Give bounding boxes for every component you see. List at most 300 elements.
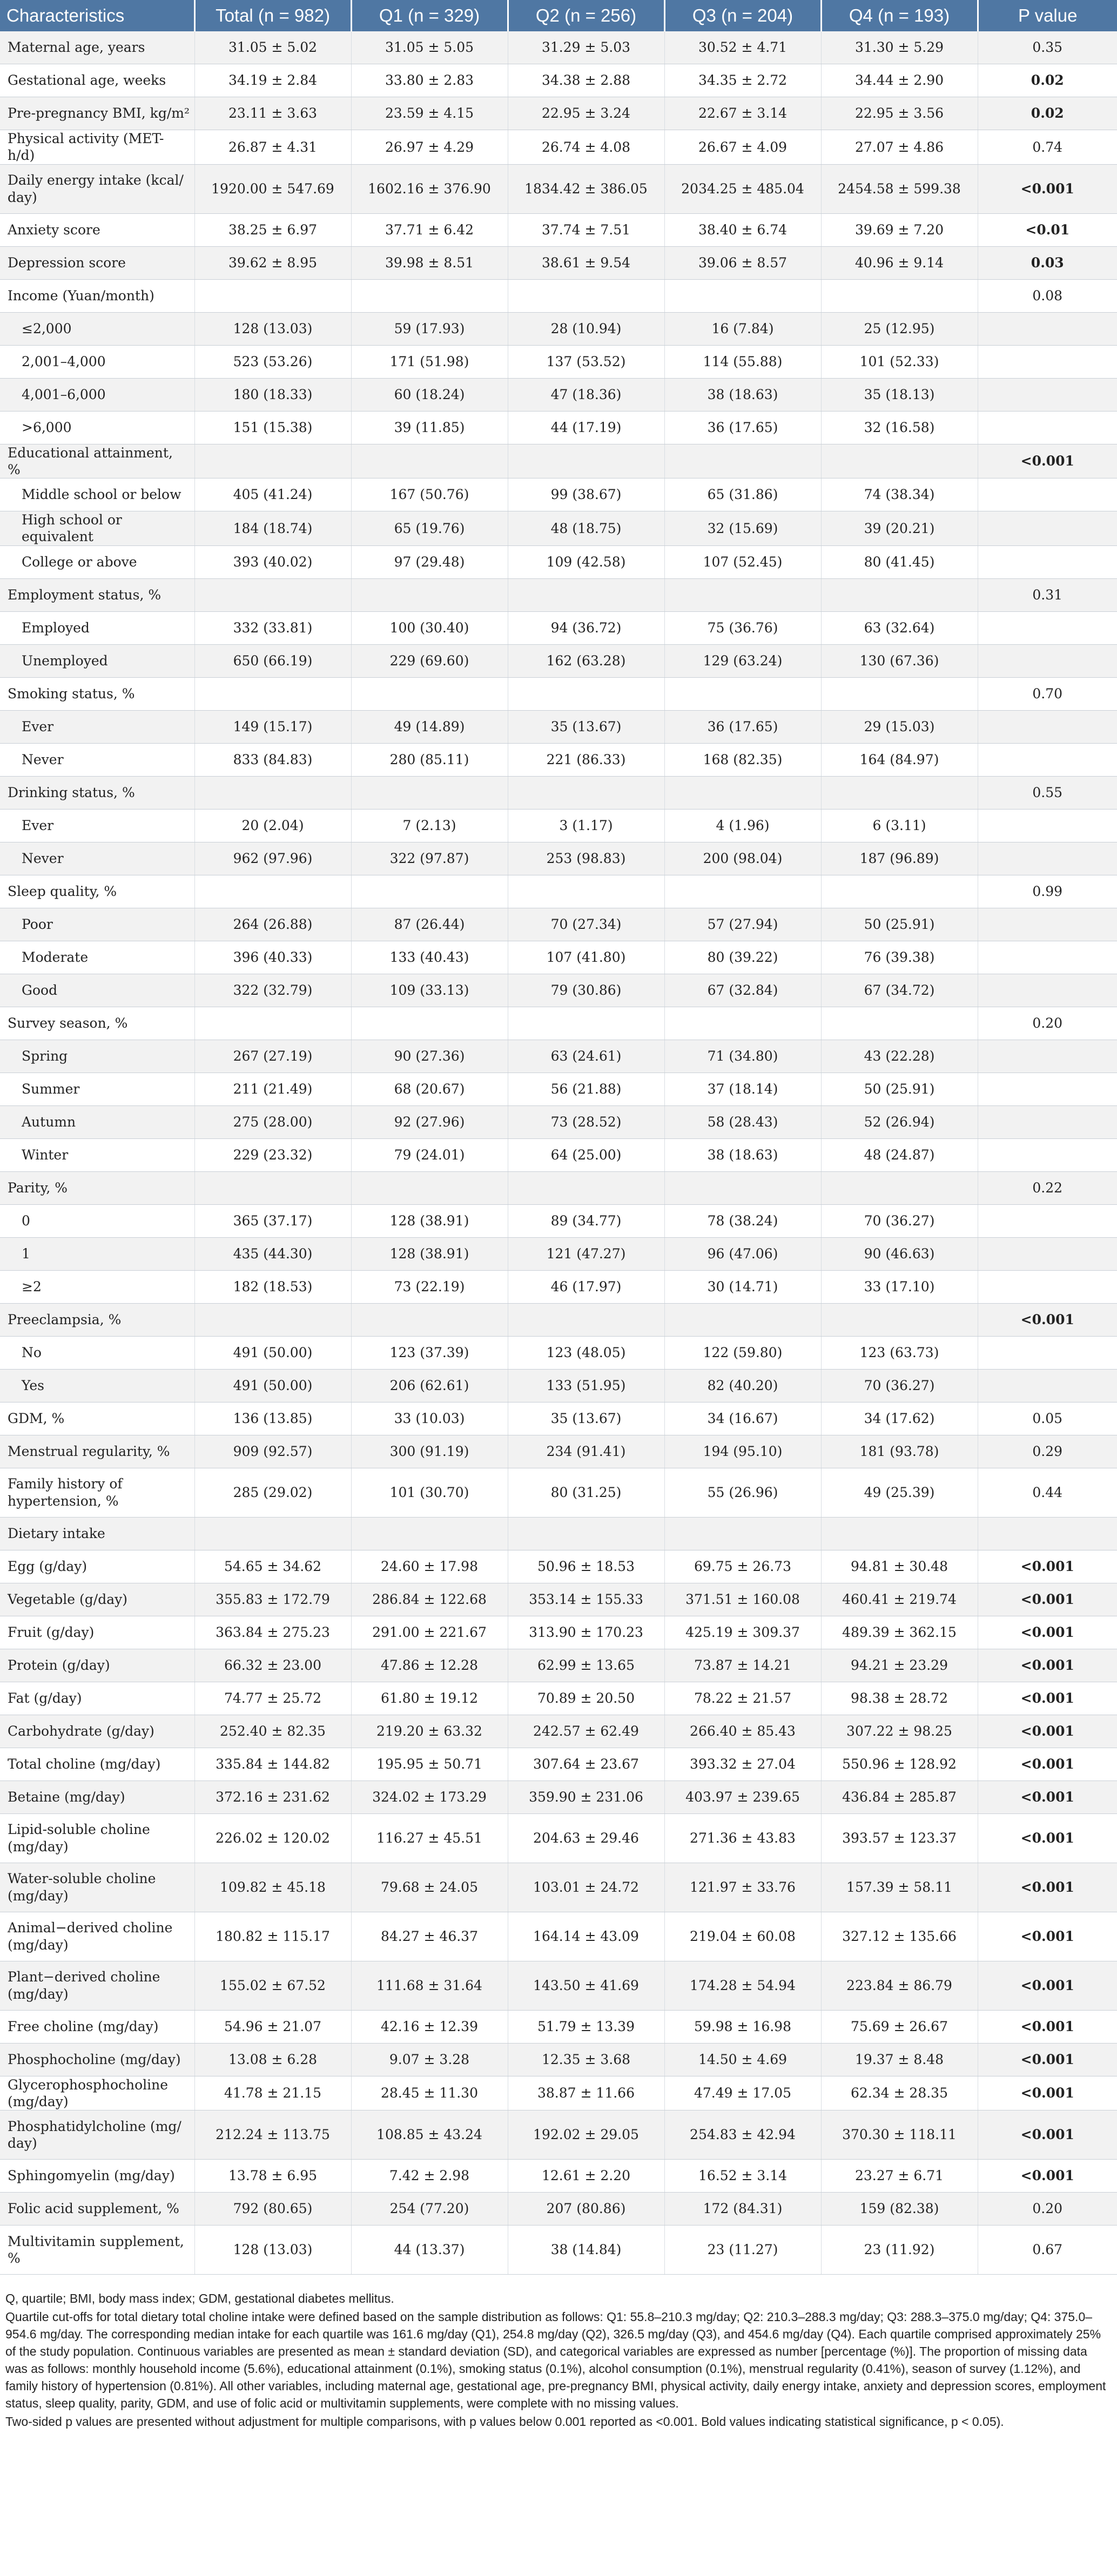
cell-p-value	[978, 611, 1117, 644]
cell-q2: 51.79 ± 13.39	[508, 2010, 664, 2043]
row-label: Smoking status, %	[0, 677, 194, 710]
cell-q2: 63 (24.61)	[508, 1040, 664, 1073]
cell-q4: 2454.58 ± 599.38	[821, 164, 978, 213]
cell-q2: 38.87 ± 11.66	[508, 2076, 664, 2110]
cell-q3	[664, 1007, 821, 1040]
cell-q4	[821, 444, 978, 478]
table-row	[0, 974, 1117, 1007]
cell-q3: 194 (95.10)	[664, 1435, 821, 1468]
row-label: Daily energy intake (kcal/ day)	[0, 164, 194, 213]
cell-q4: 50 (25.91)	[821, 1073, 978, 1105]
cell-q1: 79 (24.01)	[351, 1138, 508, 1171]
table-row	[0, 213, 1117, 246]
cell-q1: 128 (38.91)	[351, 1237, 508, 1270]
cell-total: 1920.00 ± 547.69	[194, 164, 351, 213]
cell-q1: 68 (20.67)	[351, 1073, 508, 1105]
cell-q3: 425.19 ± 309.37	[664, 1616, 821, 1649]
cell-q4: 90 (46.63)	[821, 1237, 978, 1270]
table-row	[0, 776, 1117, 809]
cell-q2: 26.74 ± 4.08	[508, 130, 664, 165]
cell-total: 435 (44.30)	[194, 1237, 351, 1270]
cell-total: 393 (40.02)	[194, 545, 351, 578]
cell-total: 396 (40.33)	[194, 941, 351, 974]
cell-q1: 59 (17.93)	[351, 312, 508, 345]
row-label: Menstrual regularity, %	[0, 1435, 194, 1468]
cell-total: 491 (50.00)	[194, 1336, 351, 1369]
cell-q3: 254.83 ± 42.94	[664, 2110, 821, 2160]
row-label: Never	[0, 743, 194, 776]
cell-p-value: <0.001	[978, 1649, 1117, 1682]
table-row	[0, 1813, 1117, 1863]
cell-q1: 39.98 ± 8.51	[351, 246, 508, 279]
cell-q4: 223.84 ± 86.79	[821, 1961, 978, 2010]
table-row	[0, 2110, 1117, 2160]
cell-q4: 159 (82.38)	[821, 2193, 978, 2226]
cell-q2: 253 (98.83)	[508, 842, 664, 875]
footnote-p-values: Two-sided p values are presented without adjustment for multiple comparisons, with p values below 0.001 reported as <0.001. Bold values indicating statistical significance, p < 0.05).	[5, 2415, 1004, 2429]
cell-total: 229 (23.32)	[194, 1138, 351, 1171]
table-row	[0, 1336, 1117, 1369]
cell-total	[194, 279, 351, 312]
cell-total: 833 (84.83)	[194, 743, 351, 776]
row-label: Fat (g/day)	[0, 1682, 194, 1715]
cell-q1: 116.27 ± 45.51	[351, 1813, 508, 1863]
cell-q1: 49 (14.89)	[351, 710, 508, 743]
cell-q2: 62.99 ± 13.65	[508, 1649, 664, 1682]
cell-p-value: 0.22	[978, 1171, 1117, 1204]
cell-q1: 171 (51.98)	[351, 345, 508, 378]
cell-p-value: <0.001	[978, 1781, 1117, 1813]
cell-q3: 34.35 ± 2.72	[664, 64, 821, 97]
cell-q4: 40.96 ± 9.14	[821, 246, 978, 279]
cell-total: 66.32 ± 23.00	[194, 1649, 351, 1682]
cell-q4: 6 (3.11)	[821, 809, 978, 842]
cell-q2: 80 (31.25)	[508, 1468, 664, 1517]
cell-q4: 49 (25.39)	[821, 1468, 978, 1517]
cell-q4	[821, 1171, 978, 1204]
row-label: No	[0, 1336, 194, 1369]
row-label: Employment status, %	[0, 578, 194, 611]
row-label: Anxiety score	[0, 213, 194, 246]
row-label: Good	[0, 974, 194, 1007]
cell-q1: 100 (30.40)	[351, 611, 508, 644]
cell-total	[194, 677, 351, 710]
cell-total: 275 (28.00)	[194, 1105, 351, 1138]
cell-q4: 370.30 ± 118.11	[821, 2110, 978, 2160]
cell-q2: 234 (91.41)	[508, 1435, 664, 1468]
cell-q2: 28 (10.94)	[508, 312, 664, 345]
table-row	[0, 1863, 1117, 1912]
cell-q2: 46 (17.97)	[508, 1270, 664, 1303]
cell-q2: 44 (17.19)	[508, 411, 664, 444]
row-label: 4,001–6,000	[0, 378, 194, 411]
cell-p-value	[978, 743, 1117, 776]
cell-q4: 80 (41.45)	[821, 545, 978, 578]
row-label: Preeclampsia, %	[0, 1303, 194, 1336]
cell-q4: 70 (36.27)	[821, 1204, 978, 1237]
cell-p-value	[978, 1336, 1117, 1369]
cell-total: 285 (29.02)	[194, 1468, 351, 1517]
cell-q4	[821, 279, 978, 312]
table-row	[0, 1649, 1117, 1682]
cell-p-value	[978, 1073, 1117, 1105]
cell-p-value: <0.001	[978, 1961, 1117, 2010]
cell-q2: 192.02 ± 29.05	[508, 2110, 664, 2160]
cell-q1: 286.84 ± 122.68	[351, 1583, 508, 1616]
row-label: >6,000	[0, 411, 194, 444]
cell-total: 650 (66.19)	[194, 644, 351, 677]
cell-q2: 22.95 ± 3.24	[508, 97, 664, 130]
cell-q2: 109 (42.58)	[508, 545, 664, 578]
cell-q1: 87 (26.44)	[351, 908, 508, 941]
cell-q4: 39 (20.21)	[821, 511, 978, 546]
cell-p-value	[978, 545, 1117, 578]
table-row	[0, 2193, 1117, 2226]
cell-total: 39.62 ± 8.95	[194, 246, 351, 279]
cell-q2: 50.96 ± 18.53	[508, 1550, 664, 1583]
cell-q4: 32 (16.58)	[821, 411, 978, 444]
cell-p-value	[978, 644, 1117, 677]
cell-total: 365 (37.17)	[194, 1204, 351, 1237]
cell-q1: 254 (77.20)	[351, 2193, 508, 2226]
row-label: Sphingomyelin (mg/day)	[0, 2160, 194, 2193]
table-row	[0, 1435, 1117, 1468]
cell-q2: 3 (1.17)	[508, 809, 664, 842]
cell-p-value: <0.001	[978, 1715, 1117, 1748]
cell-q4: 187 (96.89)	[821, 842, 978, 875]
cell-q2: 204.63 ± 29.46	[508, 1813, 664, 1863]
cell-q4: 33 (17.10)	[821, 1270, 978, 1303]
cell-q2: 107 (41.80)	[508, 941, 664, 974]
cell-q4: 101 (52.33)	[821, 345, 978, 378]
cell-q3	[664, 875, 821, 908]
cell-q1: 60 (18.24)	[351, 378, 508, 411]
row-label: ≤2,000	[0, 312, 194, 345]
cell-q2: 48 (18.75)	[508, 511, 664, 546]
cell-p-value: 0.31	[978, 578, 1117, 611]
cell-q4: 489.39 ± 362.15	[821, 1616, 978, 1649]
cell-q1: 206 (62.61)	[351, 1369, 508, 1402]
table-row	[0, 545, 1117, 578]
cell-q2	[508, 279, 664, 312]
row-label: High school or equivalent	[0, 511, 194, 546]
cell-q1: 324.02 ± 173.29	[351, 1781, 508, 1813]
cell-q3	[664, 677, 821, 710]
cell-q1: 109 (33.13)	[351, 974, 508, 1007]
cell-total: 74.77 ± 25.72	[194, 1682, 351, 1715]
row-label: Ever	[0, 809, 194, 842]
row-label: College or above	[0, 545, 194, 578]
cell-total: 909 (92.57)	[194, 1435, 351, 1468]
table-row	[0, 2010, 1117, 2043]
cell-q2: 56 (21.88)	[508, 1073, 664, 1105]
cell-q2: 12.61 ± 2.20	[508, 2160, 664, 2193]
table-row	[0, 611, 1117, 644]
cell-q2: 137 (53.52)	[508, 345, 664, 378]
row-label: Educational attainment, %	[0, 444, 194, 478]
cell-q1: 39 (11.85)	[351, 411, 508, 444]
cell-q3: 37 (18.14)	[664, 1073, 821, 1105]
cell-q4: 130 (67.36)	[821, 644, 978, 677]
cell-p-value: 0.74	[978, 130, 1117, 165]
cell-total: 372.16 ± 231.62	[194, 1781, 351, 1813]
table-row	[0, 2226, 1117, 2275]
cell-q1: 24.60 ± 17.98	[351, 1550, 508, 1583]
cell-p-value	[978, 1138, 1117, 1171]
table-footnotes	[0, 2275, 1117, 2430]
cell-q4: 327.12 ± 135.66	[821, 1912, 978, 1961]
row-label: Glycerophosphocholine (mg/day)	[0, 2076, 194, 2110]
table-row	[0, 1682, 1117, 1715]
cell-q1	[351, 279, 508, 312]
cell-q3: 47.49 ± 17.05	[664, 2076, 821, 2110]
header-q3: Q3 (n = 204)	[664, 0, 821, 31]
row-label: Never	[0, 842, 194, 875]
header-p-value: P value	[978, 0, 1117, 31]
cell-q2: 207 (80.86)	[508, 2193, 664, 2226]
table-row	[0, 1171, 1117, 1204]
cell-total: 149 (15.17)	[194, 710, 351, 743]
cell-q2: 221 (86.33)	[508, 743, 664, 776]
cell-q4: 34 (17.62)	[821, 1402, 978, 1435]
cell-q3: 36 (17.65)	[664, 411, 821, 444]
cell-q4: 62.34 ± 28.35	[821, 2076, 978, 2110]
cell-q3: 393.32 ± 27.04	[664, 1748, 821, 1781]
row-label: Summer	[0, 1073, 194, 1105]
cell-q3: 122 (59.80)	[664, 1336, 821, 1369]
row-label: ≥2	[0, 1270, 194, 1303]
row-label: Dietary intake	[0, 1517, 194, 1550]
cell-q4: 34.44 ± 2.90	[821, 64, 978, 97]
cell-p-value	[978, 345, 1117, 378]
cell-q4	[821, 776, 978, 809]
cell-total: 54.65 ± 34.62	[194, 1550, 351, 1583]
cell-q4	[821, 875, 978, 908]
cell-total: 184 (18.74)	[194, 511, 351, 546]
row-label: 0	[0, 1204, 194, 1237]
cell-total	[194, 776, 351, 809]
row-label: Income (Yuan/month)	[0, 279, 194, 312]
cell-q2: 94 (36.72)	[508, 611, 664, 644]
cell-p-value	[978, 378, 1117, 411]
cell-p-value: 0.05	[978, 1402, 1117, 1435]
cell-total	[194, 1303, 351, 1336]
cell-q1: 9.07 ± 3.28	[351, 2043, 508, 2076]
cell-q2	[508, 1171, 664, 1204]
header-q1: Q1 (n = 329)	[351, 0, 508, 31]
cell-q1: 92 (27.96)	[351, 1105, 508, 1138]
cell-q2	[508, 875, 664, 908]
cell-total: 355.83 ± 172.79	[194, 1583, 351, 1616]
cell-q4: 157.39 ± 58.11	[821, 1863, 978, 1912]
cell-q2: 12.35 ± 3.68	[508, 2043, 664, 2076]
cell-total	[194, 1517, 351, 1550]
row-label: Physical activity (MET- h/d)	[0, 130, 194, 165]
table-row	[0, 1402, 1117, 1435]
table-row	[0, 1715, 1117, 1748]
table-row	[0, 1270, 1117, 1303]
cell-q3: 174.28 ± 54.94	[664, 1961, 821, 2010]
cell-p-value	[978, 941, 1117, 974]
row-label: Protein (g/day)	[0, 1649, 194, 1682]
table-row	[0, 97, 1117, 130]
cell-q2: 73 (28.52)	[508, 1105, 664, 1138]
cell-q4: 94.21 ± 23.29	[821, 1649, 978, 1682]
cell-q3: 219.04 ± 60.08	[664, 1912, 821, 1961]
cell-q1: 90 (27.36)	[351, 1040, 508, 1073]
table-row	[0, 1105, 1117, 1138]
cell-total: 34.19 ± 2.84	[194, 64, 351, 97]
table-row	[0, 345, 1117, 378]
cell-q1: 108.85 ± 43.24	[351, 2110, 508, 2160]
cell-total: 264 (26.88)	[194, 908, 351, 941]
cell-total: 523 (53.26)	[194, 345, 351, 378]
row-label: Folic acid supplement, %	[0, 2193, 194, 2226]
row-label: Lipid-soluble choline (mg/day)	[0, 1813, 194, 1863]
row-label: Egg (g/day)	[0, 1550, 194, 1583]
cell-total: 180.82 ± 115.17	[194, 1912, 351, 1961]
cell-p-value	[978, 411, 1117, 444]
cell-total	[194, 1007, 351, 1040]
cell-q1: 111.68 ± 31.64	[351, 1961, 508, 2010]
cell-q3: 200 (98.04)	[664, 842, 821, 875]
cell-p-value	[978, 1270, 1117, 1303]
cell-q1	[351, 875, 508, 908]
cell-q1	[351, 677, 508, 710]
row-label: Unemployed	[0, 644, 194, 677]
cell-q2: 353.14 ± 155.33	[508, 1583, 664, 1616]
cell-total: 226.02 ± 120.02	[194, 1813, 351, 1863]
cell-q2: 38.61 ± 9.54	[508, 246, 664, 279]
cell-q2	[508, 1517, 664, 1550]
table-row	[0, 130, 1117, 165]
table-row	[0, 279, 1117, 312]
row-label: Ever	[0, 710, 194, 743]
cell-q1: 65 (19.76)	[351, 511, 508, 546]
row-label: 2,001–4,000	[0, 345, 194, 378]
cell-q3: 82 (40.20)	[664, 1369, 821, 1402]
cell-p-value	[978, 1369, 1117, 1402]
cell-q4: 50 (25.91)	[821, 908, 978, 941]
cell-q4: 94.81 ± 30.48	[821, 1550, 978, 1583]
table-row	[0, 1616, 1117, 1649]
cell-p-value: <0.001	[978, 2160, 1117, 2193]
cell-p-value: <0.001	[978, 2043, 1117, 2076]
cell-q3: 73.87 ± 14.21	[664, 1649, 821, 1682]
cell-q1: 28.45 ± 11.30	[351, 2076, 508, 2110]
cell-q3: 78 (38.24)	[664, 1204, 821, 1237]
footnote-abbreviations: Q, quartile; BMI, body mass index; GDM, gestational diabetes mellitus.	[5, 2291, 394, 2305]
cell-q2: 359.90 ± 231.06	[508, 1781, 664, 1813]
cell-total: 13.78 ± 6.95	[194, 2160, 351, 2193]
cell-p-value	[978, 1237, 1117, 1270]
table-row	[0, 875, 1117, 908]
row-label: Gestational age, weeks	[0, 64, 194, 97]
table-row	[0, 246, 1117, 279]
table-row	[0, 64, 1117, 97]
cell-total: 23.11 ± 3.63	[194, 97, 351, 130]
cell-total: 252.40 ± 82.35	[194, 1715, 351, 1748]
cell-p-value: <0.001	[978, 1813, 1117, 1863]
cell-q2: 64 (25.00)	[508, 1138, 664, 1171]
table-row	[0, 743, 1117, 776]
cell-total: 792 (80.65)	[194, 2193, 351, 2226]
cell-p-value: <0.001	[978, 1550, 1117, 1583]
table-row	[0, 378, 1117, 411]
cell-q3: 16 (7.84)	[664, 312, 821, 345]
cell-q4: 70 (36.27)	[821, 1369, 978, 1402]
cell-q3: 22.67 ± 3.14	[664, 97, 821, 130]
cell-q3: 58 (28.43)	[664, 1105, 821, 1138]
table-row	[0, 1138, 1117, 1171]
cell-q3: 38 (18.63)	[664, 1138, 821, 1171]
cell-q2: 37.74 ± 7.51	[508, 213, 664, 246]
cell-q1: 101 (30.70)	[351, 1468, 508, 1517]
cell-q2	[508, 1303, 664, 1336]
row-label: Yes	[0, 1369, 194, 1402]
cell-q2: 34.38 ± 2.88	[508, 64, 664, 97]
cell-q2: 162 (63.28)	[508, 644, 664, 677]
cell-q4: 52 (26.94)	[821, 1105, 978, 1138]
cell-total	[194, 444, 351, 478]
row-label: Autumn	[0, 1105, 194, 1138]
cell-q1: 37.71 ± 6.42	[351, 213, 508, 246]
cell-p-value	[978, 511, 1117, 546]
cell-q2: 31.29 ± 5.03	[508, 31, 664, 64]
header-q2: Q2 (n = 256)	[508, 0, 664, 31]
cell-q4: 393.57 ± 123.37	[821, 1813, 978, 1863]
cell-q1: 31.05 ± 5.05	[351, 31, 508, 64]
cell-q3	[664, 1303, 821, 1336]
cell-q3: 59.98 ± 16.98	[664, 2010, 821, 2043]
cell-q3: 38.40 ± 6.74	[664, 213, 821, 246]
cell-p-value	[978, 312, 1117, 345]
row-label: Parity, %	[0, 1171, 194, 1204]
cell-q3: 266.40 ± 85.43	[664, 1715, 821, 1748]
cell-q3: 36 (17.65)	[664, 710, 821, 743]
table-row	[0, 809, 1117, 842]
cell-q1: 61.80 ± 19.12	[351, 1682, 508, 1715]
row-label: Vegetable (g/day)	[0, 1583, 194, 1616]
cell-q2	[508, 1007, 664, 1040]
cell-total	[194, 1171, 351, 1204]
table-row	[0, 312, 1117, 345]
row-label: Free choline (mg/day)	[0, 2010, 194, 2043]
cell-q2	[508, 677, 664, 710]
table-row	[0, 1369, 1117, 1402]
cell-q3	[664, 1517, 821, 1550]
cell-total: 405 (41.24)	[194, 478, 351, 511]
cell-total: 267 (27.19)	[194, 1040, 351, 1073]
table-row	[0, 1748, 1117, 1781]
cell-q3: 67 (32.84)	[664, 974, 821, 1007]
cell-q1: 97 (29.48)	[351, 545, 508, 578]
table-row	[0, 1073, 1117, 1105]
cell-p-value	[978, 478, 1117, 511]
cell-q2: 47 (18.36)	[508, 378, 664, 411]
cell-q2: 313.90 ± 170.23	[508, 1616, 664, 1649]
cell-total: 13.08 ± 6.28	[194, 2043, 351, 2076]
cell-p-value: 0.20	[978, 1007, 1117, 1040]
table-row	[0, 710, 1117, 743]
cell-q2: 103.01 ± 24.72	[508, 1863, 664, 1912]
cell-p-value: 0.20	[978, 2193, 1117, 2226]
cell-q3	[664, 444, 821, 478]
row-label: Moderate	[0, 941, 194, 974]
cell-q1: 195.95 ± 50.71	[351, 1748, 508, 1781]
cell-q3: 30 (14.71)	[664, 1270, 821, 1303]
cell-q4: 181 (93.78)	[821, 1435, 978, 1468]
